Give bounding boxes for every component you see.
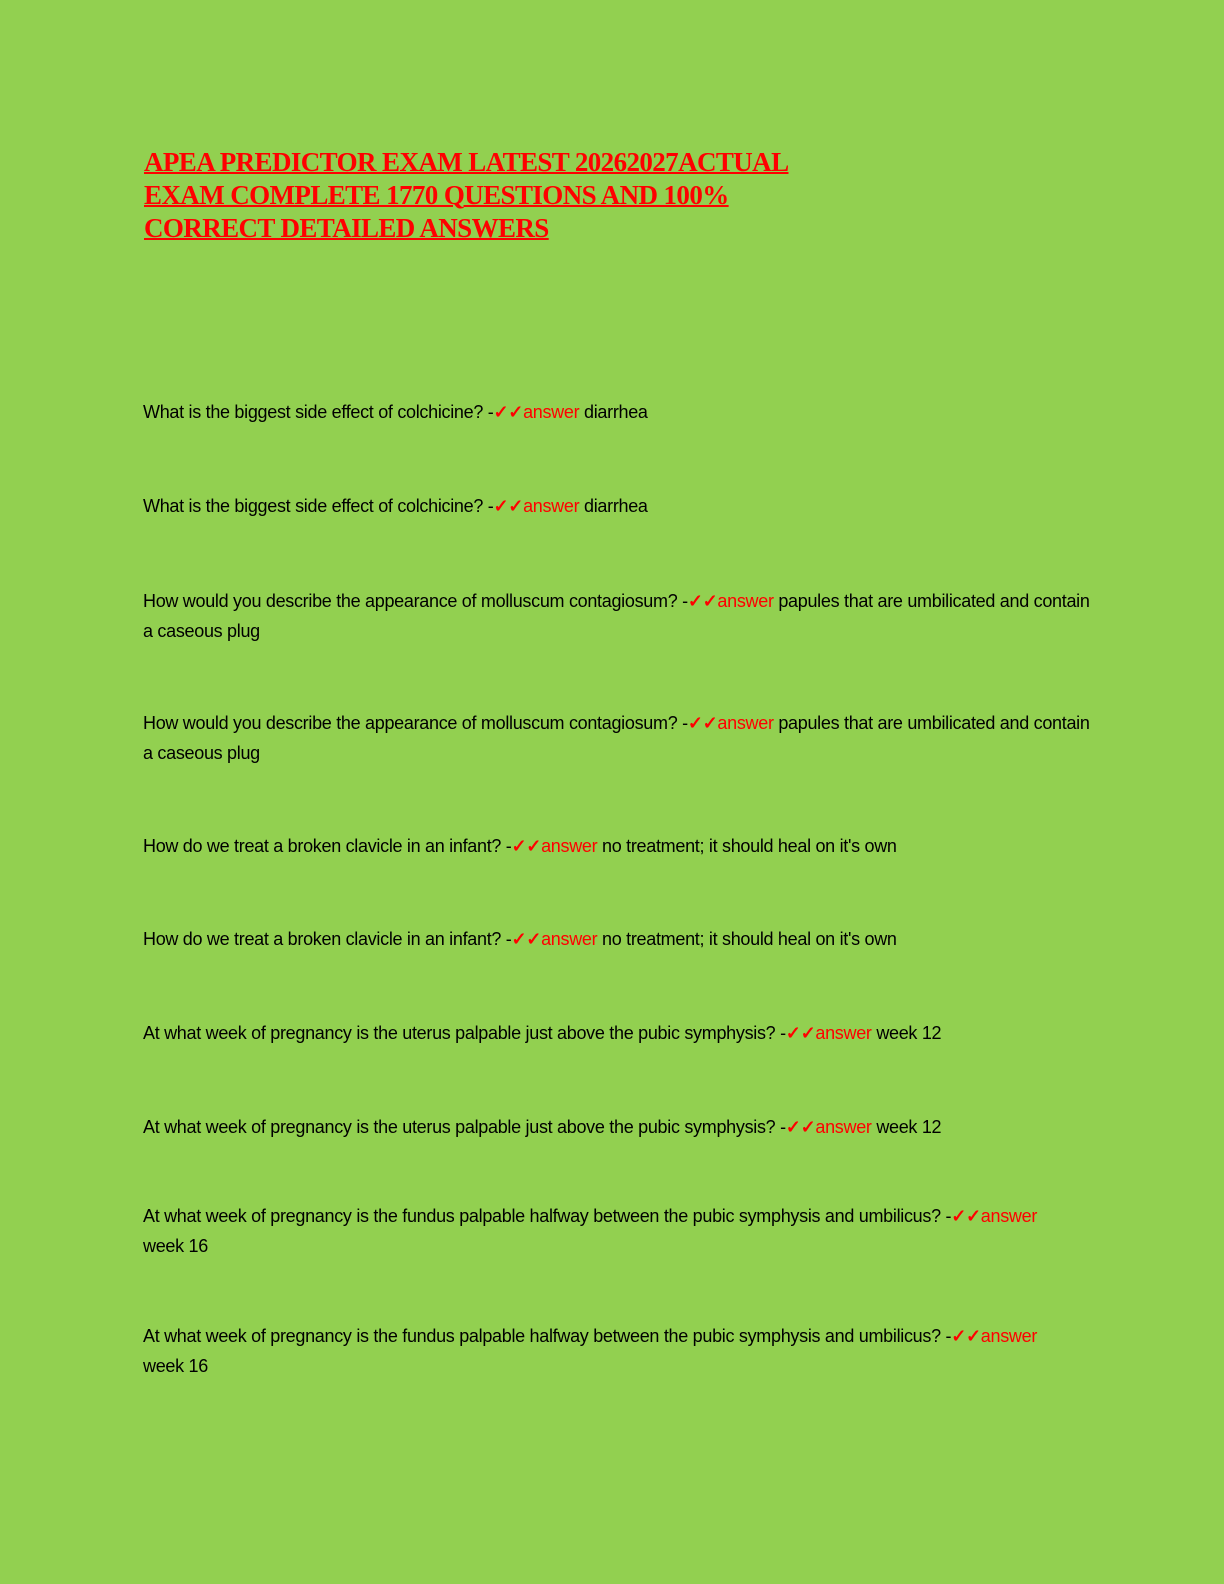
document-title: [144, 146, 864, 245]
separator: -: [775, 1117, 786, 1137]
question-text: At what week of pregnancy is the uterus palpable just above the pubic symphysis?: [143, 1117, 776, 1137]
qa-item: [143, 1321, 1073, 1381]
answer-label: answer: [717, 591, 774, 611]
title-line: EXAM COMPLETE 1770 QUESTIONS AND 100%: [144, 180, 729, 210]
answer-label: answer: [717, 713, 774, 733]
separator: -: [483, 496, 494, 516]
answer-label: answer: [980, 1206, 1038, 1226]
answer-label: answer: [980, 1326, 1038, 1346]
double-check-icon: ✓✓: [493, 496, 524, 516]
answer-label: answer: [523, 496, 580, 516]
double-check-icon: ✓✓: [785, 1117, 816, 1137]
separator: -: [677, 713, 688, 733]
title-line: APEA PREDICTOR EXAM LATEST 20262027ACTUAL: [144, 147, 789, 177]
question-text: At what week of pregnancy is the fundus palpable halfway between the pubic symphysis and umbilicus?: [143, 1326, 941, 1346]
answer-text: papules that are umbilicated and contain a caseous plug: [143, 713, 1090, 763]
separator: -: [501, 929, 512, 949]
question-text: What is the biggest side effect of colchicine?: [143, 496, 484, 516]
double-check-icon: ✓✓: [951, 1326, 981, 1346]
qa-item: [143, 924, 1093, 954]
answer-text: week 12: [876, 1023, 942, 1043]
title-line: CORRECT DETAILED ANSWERS: [144, 213, 549, 243]
answer-text: no treatment; it should heal on it's own: [602, 929, 897, 949]
question-text: How would you describe the appearance of molluscum contagiosum?: [143, 713, 678, 733]
double-check-icon: ✓✓: [511, 836, 542, 856]
answer-text: week 16: [143, 1356, 208, 1376]
answer-text: no treatment; it should heal on it's own: [602, 836, 897, 856]
question-text: How would you describe the appearance of molluscum contagiosum?: [143, 591, 678, 611]
qa-item: [143, 1201, 1073, 1261]
double-check-icon: ✓✓: [785, 1023, 816, 1043]
answer-label: answer: [541, 836, 598, 856]
answer-label: answer: [523, 402, 580, 422]
separator: -: [501, 836, 512, 856]
separator: -: [483, 402, 494, 422]
separator: -: [677, 591, 688, 611]
double-check-icon: ✓✓: [493, 402, 524, 422]
separator: -: [940, 1326, 952, 1346]
question-text: At what week of pregnancy is the fundus palpable halfway between the pubic symphysis and umbilicus?: [143, 1206, 941, 1226]
answer-label: answer: [541, 929, 598, 949]
answer-text: week 16: [143, 1236, 208, 1256]
answer-label: answer: [815, 1023, 872, 1043]
answer-text: papules that are umbilicated and contain a caseous plug: [143, 591, 1090, 641]
answer-label: answer: [815, 1117, 872, 1137]
separator: -: [775, 1023, 786, 1043]
qa-item: [143, 586, 1093, 646]
answer-text: diarrhea: [584, 402, 648, 422]
qa-item: [143, 831, 1093, 861]
double-check-icon: ✓✓: [511, 929, 542, 949]
qa-item: [143, 1112, 1093, 1142]
separator: -: [940, 1206, 952, 1226]
qa-item: [143, 708, 1093, 768]
qa-item: [143, 491, 1093, 521]
double-check-icon: ✓✓: [687, 713, 718, 733]
question-text: What is the biggest side effect of colchicine?: [143, 402, 484, 422]
answer-text: diarrhea: [584, 496, 648, 516]
question-text: How do we treat a broken clavicle in an infant?: [143, 929, 502, 949]
double-check-icon: ✓✓: [687, 591, 718, 611]
answer-text: week 12: [876, 1117, 942, 1137]
qa-item: [143, 397, 1093, 427]
qa-item: [143, 1018, 1093, 1048]
question-text: At what week of pregnancy is the uterus palpable just above the pubic symphysis?: [143, 1023, 776, 1043]
question-text: How do we treat a broken clavicle in an infant?: [143, 836, 502, 856]
double-check-icon: ✓✓: [951, 1206, 981, 1226]
